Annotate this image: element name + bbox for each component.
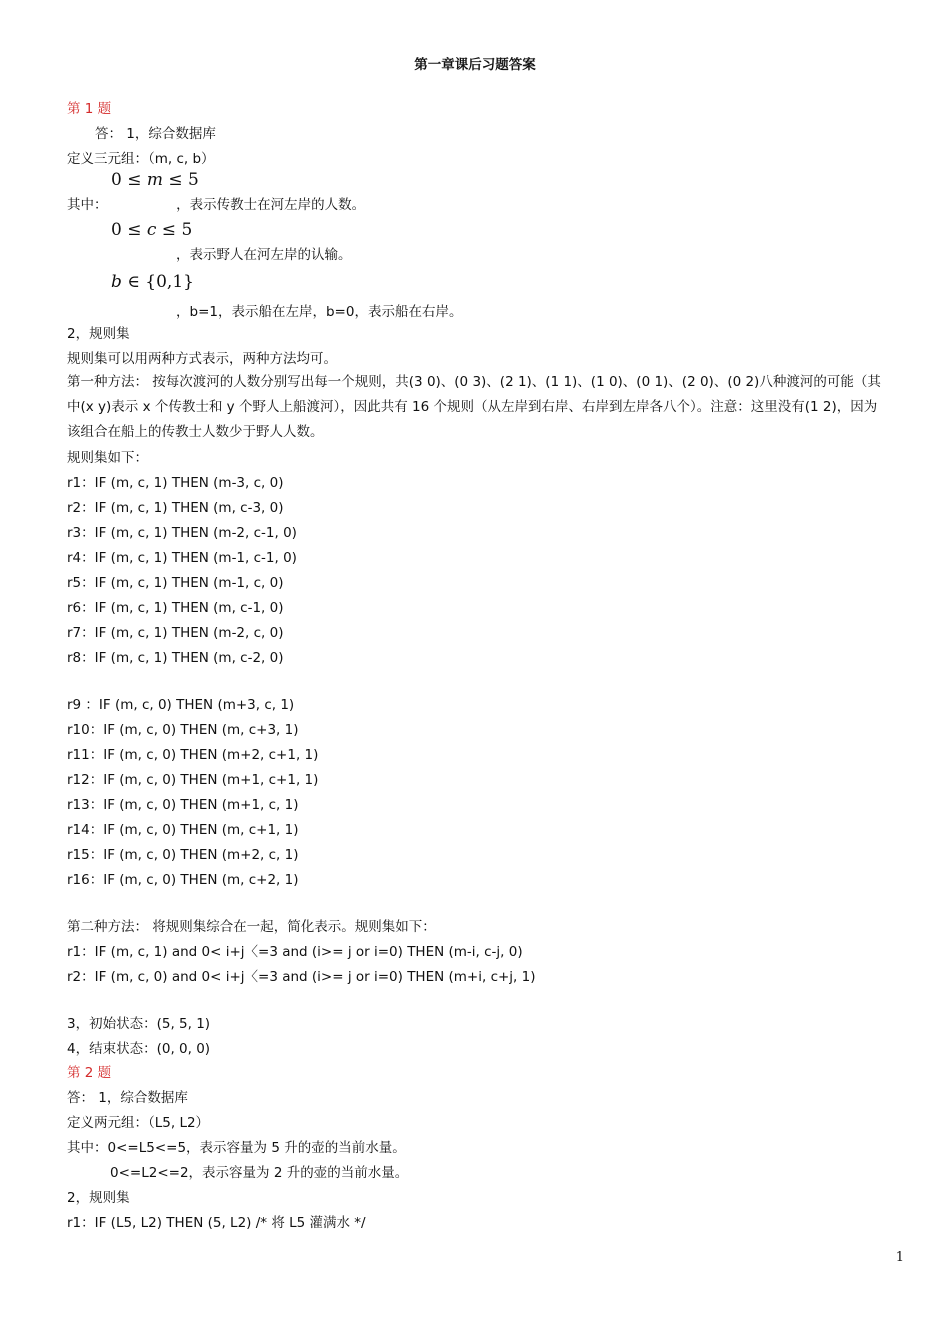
q1-rules-heading: 2，规则集 (67, 326, 130, 342)
rule-line: r15：IF (m, c, 0) THEN (m+2, c, 1) (67, 847, 299, 863)
math-b-rest: ∈ {0,1} (121, 272, 194, 292)
q1-final-state: 4，结束状态：(0, 0, 0) (67, 1041, 211, 1057)
q1-rules-intro: 规则集可以用两种方式表示，两种方法均可。 (67, 351, 337, 367)
q1-method1-paragraph: 第一种方法： 按每次渡河的人数分别写出每一个规则，共(3 0)、(0 3)、(2 1)、(1 1)、(1 0)、(0 1)、(2 0)、(0 2)八种渡河的可能（其中(x y)表示 x 个传教士和 y 个野人上船渡河），因此共有 16 个规则（从左岸到右岸、右岸到左岸各八个）。注意：这里没有(1 2)，因为该组合在船上的传教士人数少于野人人数。 (67, 374, 881, 440)
q1-answer-line: 答： 1，综合数据库 (95, 126, 216, 142)
q1-define-line: 定义三元组：（m, c, b） (67, 151, 215, 167)
math-c-var: c (146, 220, 157, 240)
rule-line: r6：IF (m, c, 1) THEN (m, c-1, 0) (67, 600, 284, 616)
rule-line: r16：IF (m, c, 0) THEN (m, c+2, 1) (67, 872, 299, 888)
rule-line: r2：IF (m, c, 0) and 0< i+j〈=3 and (i>= j or i=0) THEN (m+i, c+j, 1) (67, 969, 536, 985)
q1-c-desc: ，表示野人在河左岸的认输。 (176, 247, 352, 263)
math-m-part-a: 0 ≤ (111, 170, 147, 190)
math-c-part-b: ≤ 5 (156, 220, 193, 240)
math-m-range (111, 170, 199, 190)
math-m-var: m (146, 170, 163, 190)
rule-line: r13：IF (m, c, 0) THEN (m+1, c, 1) (67, 797, 299, 813)
q2-answer-line: 答： 1，综合数据库 (67, 1090, 188, 1106)
rule-line: r2：IF (m, c, 1) THEN (m, c-3, 0) (67, 500, 284, 516)
rule-line: r1：IF (m, c, 1) and 0< i+j〈=3 and (i>= j or i=0) THEN (m-i, c-j, 0) (67, 944, 523, 960)
rule-line: r1：IF (m, c, 1) THEN (m-3, c, 0) (67, 475, 284, 491)
math-m-part-b: ≤ 5 (163, 170, 199, 190)
rule-line: r5：IF (m, c, 1) THEN (m-1, c, 0) (67, 575, 284, 591)
rule-line: r4：IF (m, c, 1) THEN (m-1, c-1, 0) (67, 550, 297, 566)
page-title: 第一章课后习题答案 (414, 57, 536, 73)
rule-line: r14：IF (m, c, 0) THEN (m, c+1, 1) (67, 822, 299, 838)
q2-heading: 第 2 题 (67, 1065, 112, 1081)
math-c-part-a: 0 ≤ (111, 220, 147, 240)
rule-line: r11：IF (m, c, 0) THEN (m+2, c+1, 1) (67, 747, 319, 763)
q2-where-line-1: 其中：0<=L5<=5，表示容量为 5 升的壶的当前水量。 (67, 1140, 406, 1156)
q1-b-desc: ，b=1，表示船在左岸，b=0，表示船在右岸。 (176, 304, 463, 320)
page-number: 1 (895, 1250, 904, 1265)
rule-line: r3：IF (m, c, 1) THEN (m-2, c-1, 0) (67, 525, 297, 541)
rule-line: r9 ：IF (m, c, 0) THEN (m+3, c, 1) (67, 697, 295, 713)
rule-line: r7：IF (m, c, 1) THEN (m-2, c, 0) (67, 625, 284, 641)
rule-line: r12：IF (m, c, 0) THEN (m+1, c+1, 1) (67, 772, 319, 788)
q2-rules-heading: 2，规则集 (67, 1190, 130, 1206)
q1-rules-label: 规则集如下： (67, 450, 148, 466)
math-b-set (111, 272, 194, 292)
rule-line: r10：IF (m, c, 0) THEN (m, c+3, 1) (67, 722, 299, 738)
q2-define-line: 定义两元组：（L5, L2） (67, 1115, 210, 1131)
math-b-var: b (111, 272, 122, 292)
rule-line: r1：IF (L5, L2) THEN (5, L2) /* 将 L5 灌满水 */ (67, 1215, 366, 1231)
q2-where-line-2: 0<=L2<=2，表示容量为 2 升的壶的当前水量。 (110, 1165, 409, 1181)
q1-method2-line: 第二种方法： 将规则集综合在一起，简化表示。规则集如下： (67, 919, 436, 935)
q1-heading: 第 1 题 (67, 101, 112, 117)
rule-line: r8：IF (m, c, 1) THEN (m, c-2, 0) (67, 650, 284, 666)
math-c-range (111, 220, 192, 240)
q1-where-line: 其中： ，表示传教士在河左岸的人数。 (67, 197, 366, 213)
q1-initial-state: 3，初始状态：(5, 5, 1) (67, 1016, 211, 1032)
